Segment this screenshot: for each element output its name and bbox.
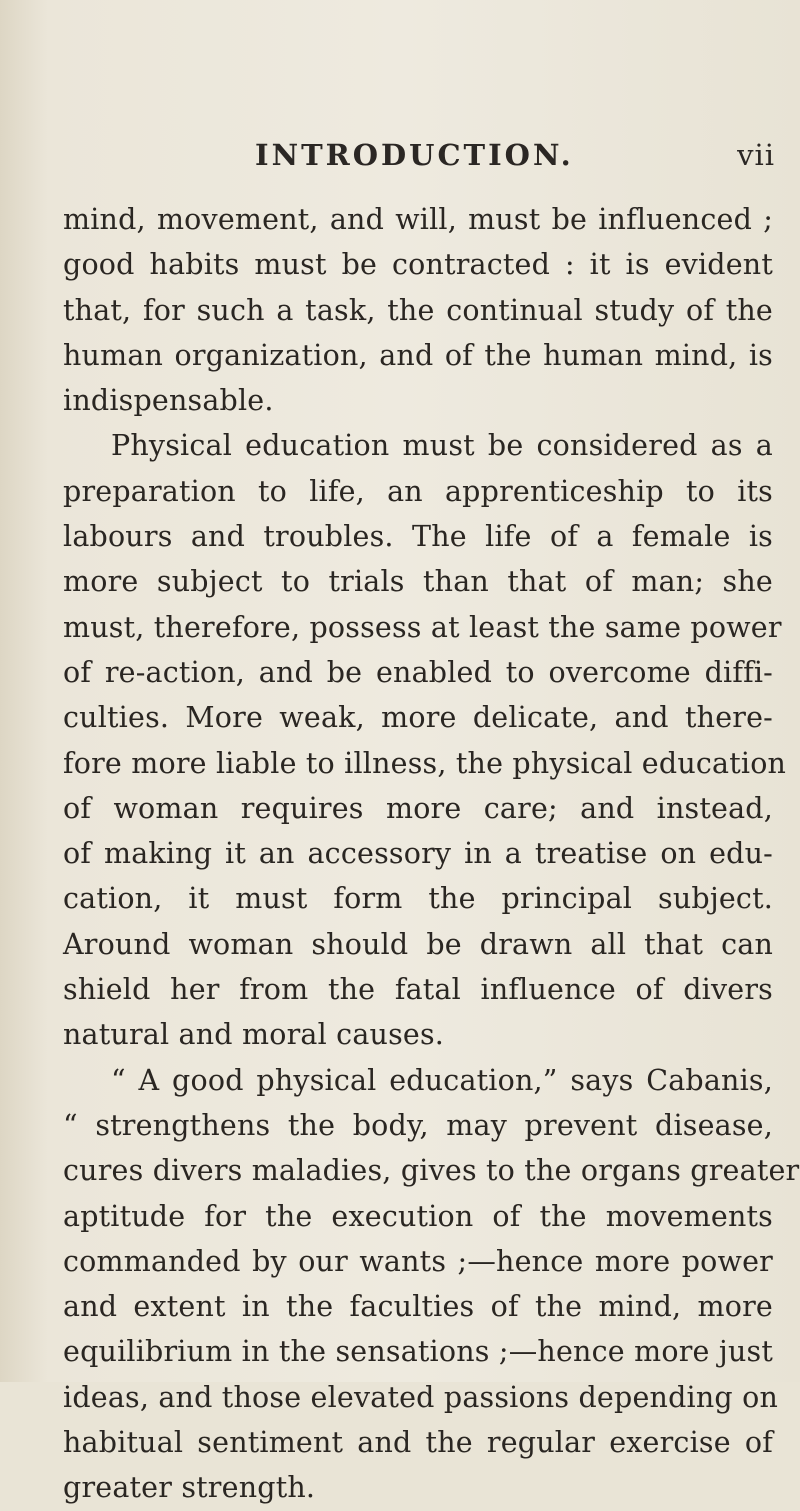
text-line: aptitude for the execution of the movements xyxy=(63,1199,773,1233)
text-line: natural and moral causes. xyxy=(63,1018,445,1052)
text-line: commanded by our wants ;—hence more power xyxy=(63,1244,773,1278)
text-line: fore more liable to illness, the physical education xyxy=(63,746,787,780)
text-line: must, therefore, possess at least the same power xyxy=(63,610,782,644)
text-line: ideas, and those elevated passions depending on xyxy=(63,1380,778,1414)
text-line: mind, movement, and will, must be influenced ; xyxy=(63,203,773,236)
text-line: indispensable. xyxy=(63,384,274,418)
text-line: equilibrium in the sensations ;—hence more just xyxy=(63,1335,773,1369)
text-line: and extent in the faculties of the mind, more xyxy=(63,1290,773,1324)
text-line: shield her from the fatal influence of divers xyxy=(63,973,773,1007)
text-line: Around woman should be drawn all that can xyxy=(63,927,773,961)
body-text xyxy=(63,197,800,1511)
text-line: labours and troubles. The life of a female is xyxy=(63,520,773,554)
text-line: of re-action, and be enabled to overcome diffi- xyxy=(63,655,773,689)
text-line: “ strengthens the body, may prevent disease, xyxy=(63,1108,773,1142)
text-line: “ A good physical education,” says Cabanis, xyxy=(111,1063,773,1097)
text-line: habitual sentiment and the regular exercise of xyxy=(63,1426,773,1460)
text-line: culties. More weak, more delicate, and there- xyxy=(63,701,773,735)
text-line: cures divers maladies, gives to the organs greater xyxy=(63,1154,800,1188)
text-line: preparation to life, an apprenticeship to its xyxy=(63,474,773,508)
text-line: cation, it must form the principal subject. xyxy=(63,882,773,916)
text-line: greater strength. xyxy=(63,1471,316,1505)
text-line: of making it an accessory in a treatise on edu- xyxy=(63,837,773,871)
page-number: vii xyxy=(737,138,775,172)
page-header xyxy=(255,138,775,178)
text-line: more subject to trials than that of man; she xyxy=(63,565,773,599)
running-title: INTRODUCTION. xyxy=(255,138,574,172)
text-line: human organization, and of the human mind, is xyxy=(63,338,773,372)
text-line: that, for such a task, the continual study of the xyxy=(63,293,773,327)
text-line: of woman requires more care; and instead, xyxy=(63,791,773,825)
text-line: Physical education must be considered as a xyxy=(111,429,773,463)
text-line: good habits must be contracted : it is evident xyxy=(63,248,773,282)
